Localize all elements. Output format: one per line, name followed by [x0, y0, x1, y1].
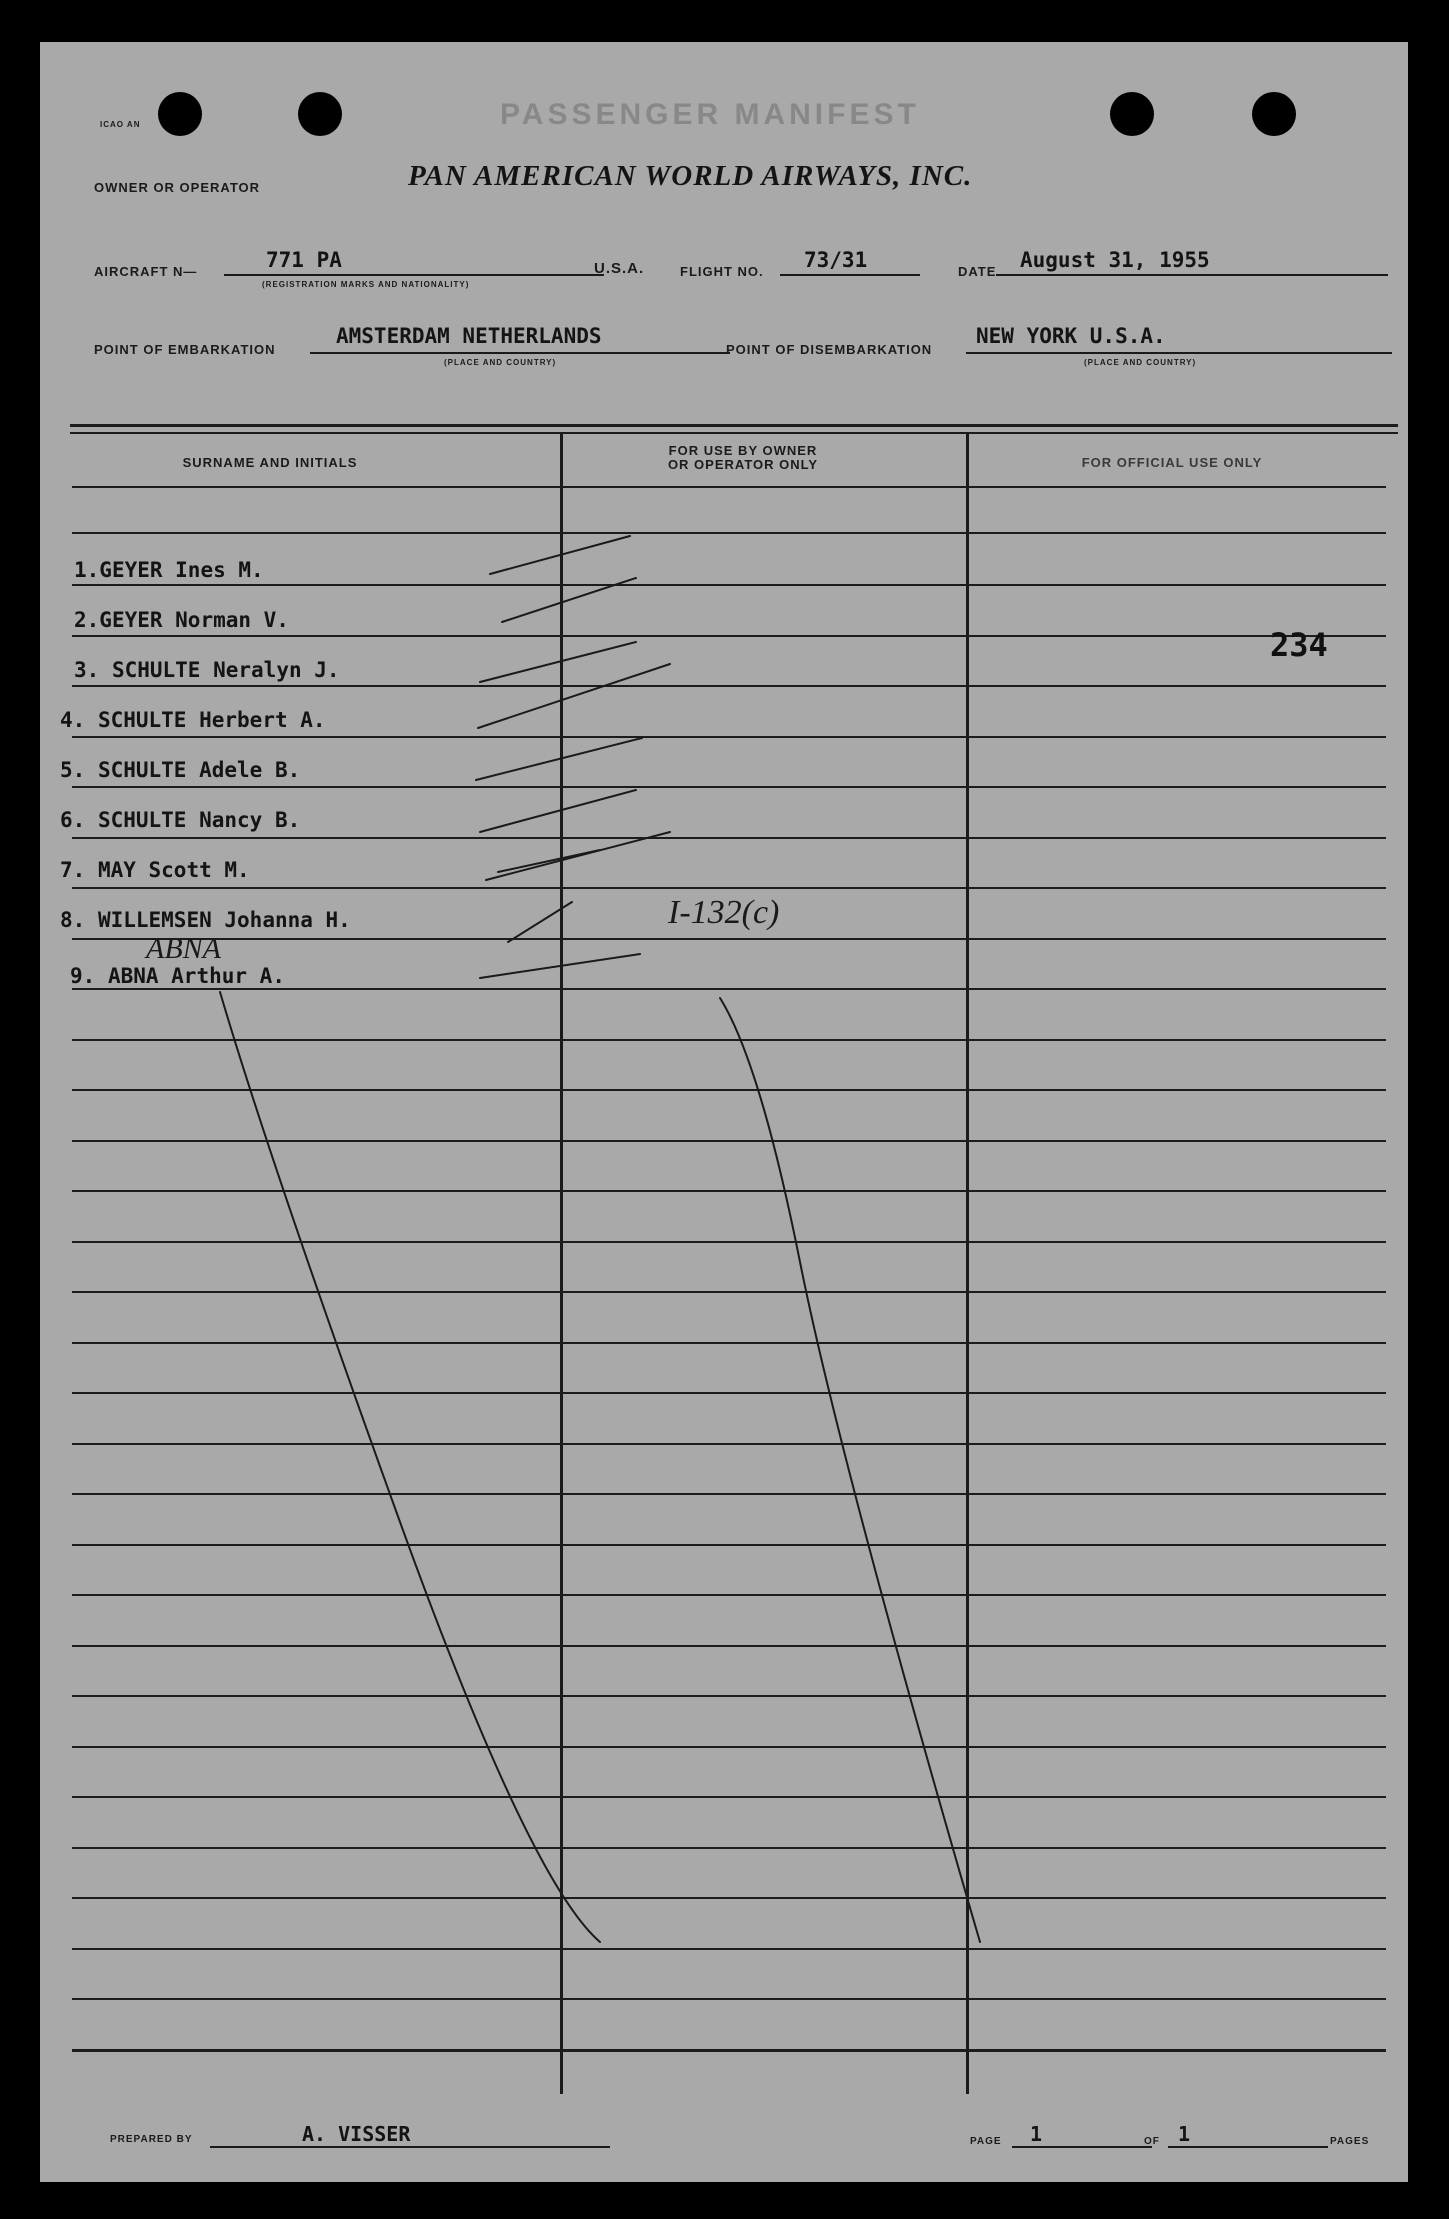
- flight-label: FLIGHT NO.: [680, 264, 764, 279]
- official-number: 234: [1270, 626, 1328, 664]
- page-number: 1: [1030, 2122, 1043, 2146]
- column-surname: SURNAME AND INITIALS: [182, 455, 358, 470]
- date-label: DATE: [958, 264, 997, 279]
- disembarkation-value: NEW YORK U.S.A.: [976, 324, 1166, 348]
- column-official: FOR OFFICIAL USE ONLY: [1081, 455, 1263, 470]
- registration-caption: (REGISTRATION MARKS AND NATIONALITY): [262, 280, 470, 289]
- passenger-entry: 5. SCHULTE Adele B.: [60, 758, 301, 782]
- prepared-label: PREPARED BY: [110, 2134, 193, 2145]
- place-caption-2: (PLACE AND COUNTRY): [1084, 358, 1197, 367]
- form-title: PASSENGER MANIFEST: [500, 98, 920, 131]
- passenger-entry: 2.GEYER Norman V.: [74, 608, 289, 632]
- date-value: August 31, 1955: [1020, 248, 1210, 272]
- passenger-entry: 9. ABNA Arthur A.: [70, 964, 285, 988]
- manifest-page: [40, 42, 1408, 2182]
- handwritten-name: ABNA: [146, 932, 221, 965]
- usa-label: U.S.A.: [594, 260, 645, 277]
- form-code: ICAO AN: [100, 120, 141, 129]
- handwritten-code: I-132(c): [668, 894, 780, 931]
- passenger-entry: 1.GEYER Ines M.: [74, 558, 264, 582]
- passenger-entry: 7. MAY Scott M.: [60, 858, 250, 882]
- owner-label: OWNER OR OPERATOR: [94, 180, 261, 195]
- pen-marks: [40, 42, 1408, 2182]
- aircraft-value: 771 PA: [266, 248, 342, 272]
- aircraft-label: AIRCRAFT N—: [94, 264, 198, 279]
- disembarkation-label: POINT OF DISEMBARKATION: [726, 342, 933, 357]
- passenger-entry: 3. SCHULTE Neralyn J.: [74, 658, 340, 682]
- embarkation-value: AMSTERDAM NETHERLANDS: [336, 324, 602, 348]
- page-label: PAGE: [970, 2136, 1002, 2147]
- operator-name: PAN AMERICAN WORLD AIRWAYS, INC.: [408, 160, 973, 192]
- embarkation-label: POINT OF EMBARKATION: [94, 342, 276, 357]
- flight-value: 73/31: [804, 248, 868, 272]
- pages-label: PAGES: [1330, 2136, 1370, 2147]
- column-owner: FOR USE BY OWNER OR OPERATOR ONLY: [667, 443, 819, 472]
- page-total: 1: [1178, 2122, 1191, 2146]
- passenger-entry: 6. SCHULTE Nancy B.: [60, 808, 301, 832]
- passenger-entry: 4. SCHULTE Herbert A.: [60, 708, 326, 732]
- place-caption: (PLACE AND COUNTRY): [444, 358, 557, 367]
- prepared-by: A. VISSER: [302, 2122, 411, 2146]
- passenger-entry: 8. WILLEMSEN Johanna H.: [60, 908, 351, 932]
- of-label: OF: [1144, 2136, 1160, 2147]
